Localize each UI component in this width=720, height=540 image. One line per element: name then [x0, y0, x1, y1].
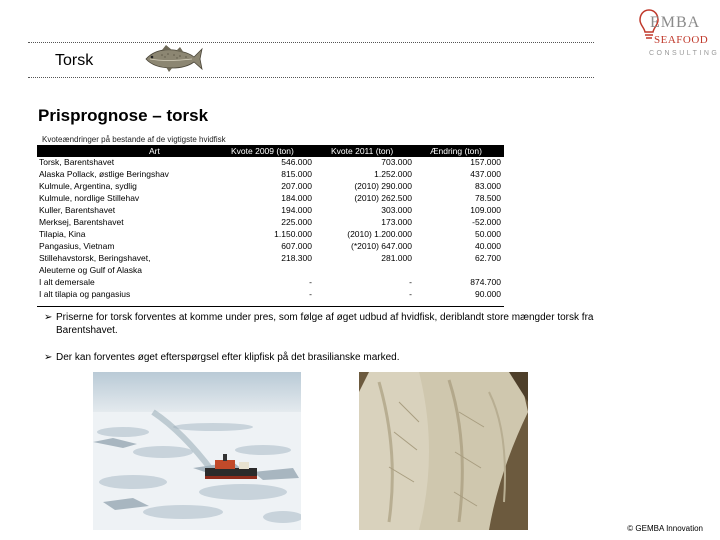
- bullet-item-2: [44, 352, 614, 365]
- table-cell-change: 157.000: [470, 157, 501, 167]
- table-cell-art: Aleuterne og Gulf of Alaska: [39, 265, 143, 275]
- icebreaker-ship-photo: [93, 372, 301, 530]
- top-divider: [28, 42, 594, 43]
- table-cell-art: I alt demersale: [39, 277, 95, 287]
- table-cell-art: Merksej, Barentshavet: [39, 217, 124, 227]
- table-cell-kvote-2011: 703.000: [381, 157, 412, 167]
- table-cell-kvote-2009: 184.000: [281, 193, 312, 203]
- table-cell-kvote-2009: 607.000: [281, 241, 312, 251]
- table-cell-art: I alt tilapia og pangasius: [39, 289, 131, 299]
- table-cell-change: 83.000: [475, 181, 501, 191]
- page-title: Prisprognose – torsk: [38, 106, 209, 125]
- header-art: Art: [149, 146, 160, 156]
- header-change: Ændring (ton): [430, 146, 482, 156]
- bullet-arrow-icon: ➢: [44, 352, 53, 363]
- table-cell-art: Kulmule, Argentina, sydlig: [39, 181, 137, 191]
- table-bottom-rule: [37, 306, 504, 307]
- table-cell-kvote-2011: (2010) 290.000: [354, 181, 412, 191]
- table-cell-art: Alaska Pollack, østlige Beringshav: [39, 169, 169, 179]
- table-caption: Kvoteændringer på bestande af de vigtigste hvidfisk: [42, 135, 226, 144]
- table-cell-art: Tilapia, Kina: [39, 229, 86, 239]
- table-cell-change: 90.000: [475, 289, 501, 299]
- section-header-title: Torsk: [55, 52, 94, 69]
- table-cell-kvote-2009: 1.150.000: [274, 229, 312, 239]
- logo-line-2: SEAFOOD: [654, 34, 709, 46]
- table-cell-kvote-2011: 1.252.000: [374, 169, 412, 179]
- table-cell-art: Kulmule, nordlige Stillehav: [39, 193, 140, 203]
- table-cell-change: 62.700: [475, 253, 501, 263]
- table-cell-change: 437.000: [470, 169, 501, 179]
- bullet-text-2: Der kan forventes øget efterspørgsel efter klipfisk på det brasilianske marked.: [56, 352, 400, 363]
- table-cell-kvote-2009: -: [309, 289, 312, 299]
- logo-line-1: EMBA: [650, 14, 701, 31]
- logo-line-3: CONSULTING: [649, 50, 720, 57]
- table-header-row: [37, 145, 504, 157]
- gemba-seafood-logo: [636, 4, 720, 66]
- table-cell-art: Torsk, Barentshavet: [39, 157, 115, 167]
- header-kvote-2011: Kvote 2011 (ton): [331, 146, 394, 156]
- header-kvote-2009: Kvote 2009 (ton): [231, 146, 294, 156]
- table-cell-kvote-2011: (*2010) 647.000: [351, 241, 412, 251]
- table-cell-change: 40.000: [475, 241, 501, 251]
- table-cell-change: 109.000: [470, 205, 501, 215]
- table-cell-kvote-2009: 194.000: [281, 205, 312, 215]
- cod-fish-image: [142, 44, 204, 74]
- table-cell-art: Pangasius, Vietnam: [39, 241, 115, 251]
- table-cell-kvote-2009: 225.000: [281, 217, 312, 227]
- table-cell-kvote-2011: -: [409, 289, 412, 299]
- table-cell-change: 78.500: [475, 193, 501, 203]
- table-cell-kvote-2011: (2010) 262.500: [354, 193, 412, 203]
- table-cell-change: 50.000: [475, 229, 501, 239]
- table-cell-kvote-2011: 303.000: [381, 205, 412, 215]
- table-cell-kvote-2009: 546.000: [281, 157, 312, 167]
- table-cell-art: Kuller, Barentshavet: [39, 205, 116, 215]
- table-cell-kvote-2011: (2010) 1.200.000: [347, 229, 412, 239]
- table-cell-kvote-2009: -: [309, 277, 312, 287]
- bullet-item-1: [44, 312, 614, 337]
- table-cell-kvote-2009: 815.000: [281, 169, 312, 179]
- table-cell-kvote-2009: 218.300: [281, 253, 312, 263]
- dried-cod-klipfisk-photo: [359, 372, 528, 530]
- header-divider: [28, 77, 594, 78]
- table-cell-kvote-2011: -: [409, 277, 412, 287]
- table-cell-change: 874.700: [470, 277, 501, 287]
- bullet-arrow-icon: ➢: [44, 312, 53, 323]
- bullet-text-1: Priserne for torsk forventes at komme under pres, som følge af øget udbud af hvidfisk, deriblandt store mængder torsk fra Barentshavet.: [56, 312, 594, 336]
- table-cell-art: Stillehavstorsk, Beringshavet,: [39, 253, 151, 263]
- table-cell-change: -52.000: [472, 217, 501, 227]
- table-cell-kvote-2009: 207.000: [281, 181, 312, 191]
- table-cell-kvote-2011: 173.000: [381, 217, 412, 227]
- table-cell-kvote-2011: 281.000: [381, 253, 412, 263]
- copyright-text: © GEMBA Innovation: [627, 524, 703, 533]
